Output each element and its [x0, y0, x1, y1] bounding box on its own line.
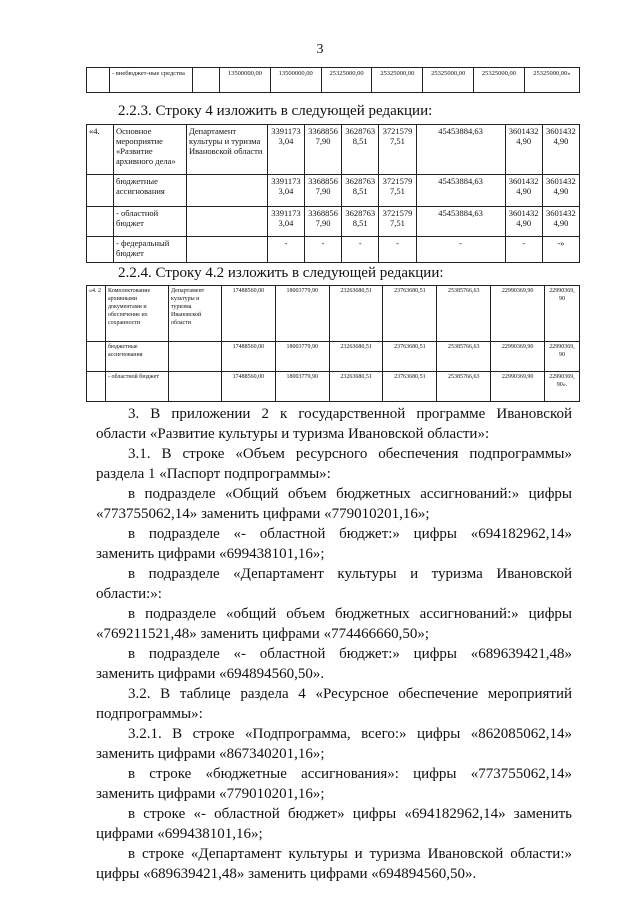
table-cell: -: [505, 237, 542, 263]
table-cell: 3628763 8,51: [342, 125, 379, 175]
row-label: - внебюджет-ные средства: [110, 68, 193, 93]
table-cell: 22990369, 90».: [545, 372, 580, 402]
table-cell: 13500000,00: [220, 68, 271, 93]
table-cell: 25325000,00: [321, 68, 372, 93]
row-number: «4. 2: [87, 286, 106, 342]
table-cell: 45453884,63: [416, 207, 505, 237]
table-cell: 22990369,90: [491, 372, 545, 402]
table-cell: 3628763 8,51: [342, 175, 379, 207]
table-cell: 3721579 7,51: [379, 207, 416, 237]
table-cell: 23263680,51: [329, 372, 383, 402]
table-row-4: [86, 124, 580, 263]
table-row: [87, 286, 580, 342]
table-cell: 22990369, 90: [545, 286, 580, 342]
table-cell: 45453884,63: [416, 125, 505, 175]
table-cell: 23763680,51: [383, 342, 437, 372]
row-name: Основное мероприятие «Развитие архивного дела»: [114, 125, 187, 175]
table-cell: 3601432 4,90: [505, 207, 542, 237]
row-executor: Департамент культуры и туризма Ивановской области: [169, 286, 222, 342]
table-cell: 18003779,90: [275, 286, 329, 342]
table-cell: 25385766,63: [437, 372, 491, 402]
table-cell: -: [304, 237, 341, 263]
table-row: [87, 68, 580, 93]
table-cell: 23763680,51: [383, 286, 437, 342]
table-cell: 3391173 3,04: [268, 207, 305, 237]
table-cell: 25385766,63: [437, 342, 491, 372]
table-cell: 17488560,00: [222, 342, 276, 372]
table-row: [87, 175, 580, 207]
table-cell: 3721579 7,51: [379, 175, 416, 207]
table-cell: 3368856 7,90: [304, 207, 341, 237]
table-cell: 18003779,90: [275, 342, 329, 372]
table-cell: 3368856 7,90: [304, 125, 341, 175]
table-cell: 25385766,63: [437, 286, 491, 342]
table-cell: 18003779,90: [275, 372, 329, 402]
table-cell: 3601432 4,90: [505, 125, 542, 175]
table-cell: -: [342, 237, 379, 263]
table-cell: 22990369, 90: [545, 342, 580, 372]
row-name: бюджетные ассигнования: [106, 342, 169, 372]
page-number: 3: [316, 42, 324, 57]
body-text: [96, 404, 572, 884]
table-cell: -»: [542, 237, 579, 263]
paragraph: в строке «- областной бюджет» цифры «694182962,14» заменить цифрами «699438101,16»;: [96, 806, 572, 842]
paragraph: 3.2. В таблице раздела 4 «Ресурсное обеспечение мероприятий подпрограммы»:: [96, 686, 572, 722]
paragraph: в подразделе «общий объем бюджетных ассигнований:» цифры «769211521,48» заменить цифрами «774466660,50»;: [96, 606, 572, 642]
row-name: - федеральный бюджет: [114, 237, 187, 263]
paragraph: в подразделе «Общий объем бюджетных ассигнований:» цифры «773755062,14» заменить цифрами «779010201,16»;: [96, 486, 572, 522]
table-cell: 22990369,90: [491, 342, 545, 372]
table-cell: 3721579 7,51: [379, 125, 416, 175]
table-cell: 3601432 4,90: [505, 175, 542, 207]
table-cell: 13500000,00: [270, 68, 321, 93]
table-cell: -: [268, 237, 305, 263]
paragraph: 3.1. В строке «Объем ресурсного обеспечения подпрограммы» раздела 1 «Паспорт подпрограммы»:: [96, 446, 572, 482]
table-cell: 17488560,00: [222, 372, 276, 402]
table-cell: 45453884,63: [416, 175, 505, 207]
table-row-4-2: [86, 285, 580, 402]
table-cell: 3391173 3,04: [268, 125, 305, 175]
row-number: «4.: [87, 125, 114, 175]
table-row: [87, 372, 580, 402]
table-cell: -: [416, 237, 505, 263]
table-cell: 22990369,90: [491, 286, 545, 342]
row-name: Комплектование архивными документами и обеспечение их сохранности: [106, 286, 169, 342]
table-cell: 17488560,00: [222, 286, 276, 342]
section-heading: 2.2.4. Строку 4.2 изложить в следующей редакции:: [118, 265, 444, 281]
table-cell: 3368856 7,90: [304, 175, 341, 207]
paragraph: в строке «бюджетные ассигнования»: цифры «773755062,14» заменить цифрами «779010201,16»;: [96, 766, 572, 802]
table-cell: 23763680,51: [383, 372, 437, 402]
paragraph: в строке «Департамент культуры и туризма Ивановской области:» цифры «689639421,48» заменить цифрами «694894560,50».: [96, 846, 572, 882]
table-row: [87, 207, 580, 237]
table-row: [87, 125, 580, 175]
table-cell: 3601432 4,90: [542, 207, 579, 237]
row-name: - областной бюджет: [106, 372, 169, 402]
paragraph: 3. В приложении 2 к государственной программе Ивановской области «Развитие культуры и туризма Ивановской области»:: [96, 406, 572, 442]
table-cell: 25325000,00: [474, 68, 525, 93]
table-cell: 25325000,00: [423, 68, 474, 93]
section-heading: 2.2.3. Строку 4 изложить в следующей редакции:: [118, 103, 433, 119]
table-cell: 25325000,00»: [524, 68, 579, 93]
table-cell: -: [379, 237, 416, 263]
row-name: - областной бюджет: [114, 207, 187, 237]
paragraph: в подразделе «- областной бюджет:» цифры «689639421,48» заменить цифрами «694894560,50».: [96, 646, 572, 682]
paragraph: в подразделе «Департамент культуры и туризма Ивановской области:»:: [96, 566, 572, 602]
table-continuation: [86, 67, 580, 93]
table-row: [87, 237, 580, 263]
table-cell: 3628763 8,51: [342, 207, 379, 237]
table-cell: 25325000,00: [372, 68, 423, 93]
table-cell: 3601432 4,90: [542, 175, 579, 207]
table-cell: 23263680,51: [329, 286, 383, 342]
table-cell: 3601432 4,90: [542, 125, 579, 175]
row-executor: Департамент культуры и туризма Ивановской области: [187, 125, 268, 175]
paragraph: в подразделе «- областной бюджет:» цифры «694182962,14» заменить цифрами «699438101,16»;: [96, 526, 572, 562]
table-row: [87, 342, 580, 372]
paragraph: 3.2.1. В строке «Подпрограмма, всего:» цифры «862085062,14» заменить цифрами «867340201,16»;: [96, 726, 572, 762]
table-cell: 23263680,51: [329, 342, 383, 372]
table-cell: 3391173 3,04: [268, 175, 305, 207]
row-name: бюджетные ассигнования: [114, 175, 187, 207]
